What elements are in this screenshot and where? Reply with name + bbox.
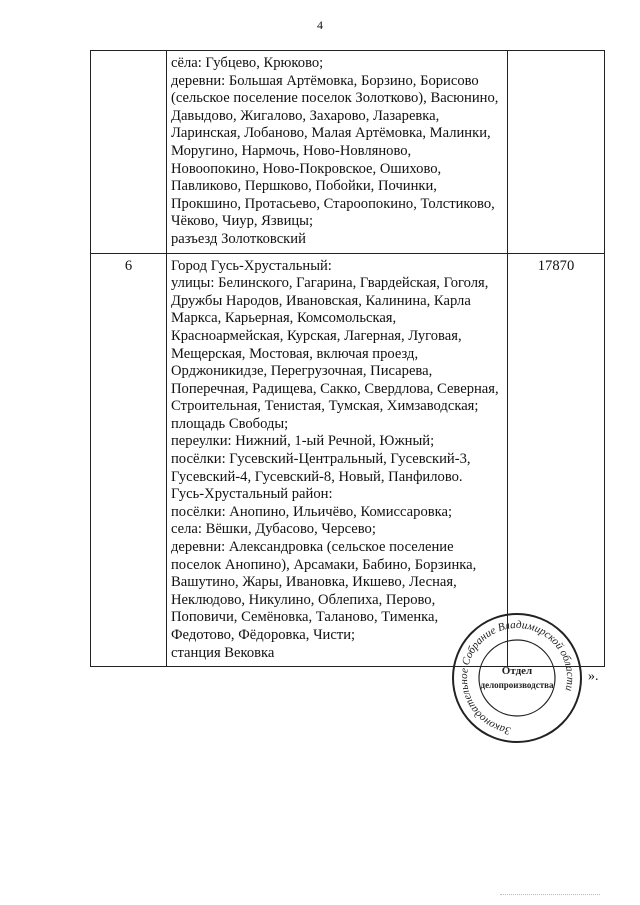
content-line: деревни: Большая Артёмовка, Борзино, Борисово — [171, 72, 479, 89]
content-line: посёлки: Гусевский-Центральный, Гусевский-3, — [171, 451, 471, 468]
content-line: Орджоникидзе, Перегрузочная, Писарева, — [171, 363, 433, 380]
content-line: Павликово, Першково, Побойки, Починки, — [171, 178, 437, 195]
page-number: 4 — [317, 18, 323, 32]
content-line: Гусевский-4, Гусевский-8, Новый, Панфилово. — [171, 468, 463, 485]
content-line: Дружбы Народов, Ивановская, Калинина, Карла — [171, 292, 471, 309]
content-line: Ларинская, Лобаново, Малая Артёмовка, Малинки, — [171, 125, 491, 142]
table-row — [91, 51, 605, 254]
content-line: посёлки: Анопино, Ильичёво, Комиссаровка; — [171, 503, 453, 520]
row-number-cell: 6 — [91, 253, 167, 667]
stamp-ring-text: Законодательное Собрание Владимирской области — [457, 618, 577, 737]
content-line: села: Вёшки, Дубасово, Черсево; — [171, 521, 376, 538]
content-line: Гусь-Хрустальный район: — [171, 486, 333, 503]
content-line: Город Гусь-Хрустальный: — [171, 257, 332, 274]
row-content-cell — [167, 253, 508, 667]
closing-quote: ». — [588, 669, 599, 684]
content-line: Давыдово, Жигалово, Захарово, Лазаревка, — [171, 107, 440, 124]
official-stamp — [442, 610, 592, 746]
row-number-cell — [91, 51, 167, 254]
content-line: Чёково, Чиур, Язвицы; — [171, 213, 314, 230]
content-line: Поповичи, Семёновка, Таланово, Тименка, — [171, 609, 439, 626]
content-line: Неклюдово, Никулино, Облепиха, Перово, — [171, 591, 436, 608]
row-value-cell: 17870 — [508, 253, 605, 667]
row-value-cell — [508, 51, 605, 254]
content-line: поселок Анопино), Арсамаки, Бабино, Борзинка, — [171, 556, 477, 573]
content-line: деревни: Александровка (сельское поселение — [171, 539, 454, 556]
content-line: Строительная, Тенистая, Тумская, Химзаводская; — [171, 398, 479, 415]
stamp-line-1: Отдел — [501, 665, 533, 677]
content-line: Федотово, Фёдоровка, Чисти; — [171, 627, 356, 643]
content-line: станция Вековка — [171, 644, 275, 661]
content-line: Вашутино, Жары, Ивановка, Икшево, Лесная, — [171, 574, 457, 591]
content-line: переулки: Нижний, 1-ый Речной, Южный; — [171, 433, 435, 450]
content-line: Красноармейская, Курская, Лагерная, Луговая, — [171, 327, 462, 344]
content-line: Прокшино, Протасьево, Староопокино, Толстиково, — [171, 195, 495, 212]
content-line: Моругино, Нармочь, Ново-Новляново, — [171, 142, 412, 159]
content-line: Мещерская, Мостовая, включая проезд, — [171, 345, 419, 362]
content-line: площадь Свободы; — [171, 415, 289, 432]
content-line: Поперечная, Радищева, Сакко, Свердлова, Северная, — [171, 380, 499, 397]
row-content-cell — [167, 51, 508, 254]
svg-text:Законодательное Собрание Влади — [458, 619, 576, 737]
content-line: улицы: Белинского, Гагарина, Гвардейская, Гоголя, — [171, 275, 489, 292]
table-row — [91, 253, 605, 667]
stamp-line-2: делопроизводства — [480, 680, 554, 690]
content-line: Новоопокино, Ново-Покровское, Ошихово, — [171, 160, 442, 177]
content-line: сёла: Губцево, Крюково; — [171, 55, 324, 71]
content-line: Маркса, Карьерная, Комсомольская, — [171, 310, 397, 327]
content-line: разъезд Золотковский — [171, 230, 306, 247]
districts-table — [90, 50, 605, 667]
scan-artifact — [500, 894, 600, 897]
content-line: (сельское поселение поселок Золотково), Васюнино, — [171, 90, 499, 107]
